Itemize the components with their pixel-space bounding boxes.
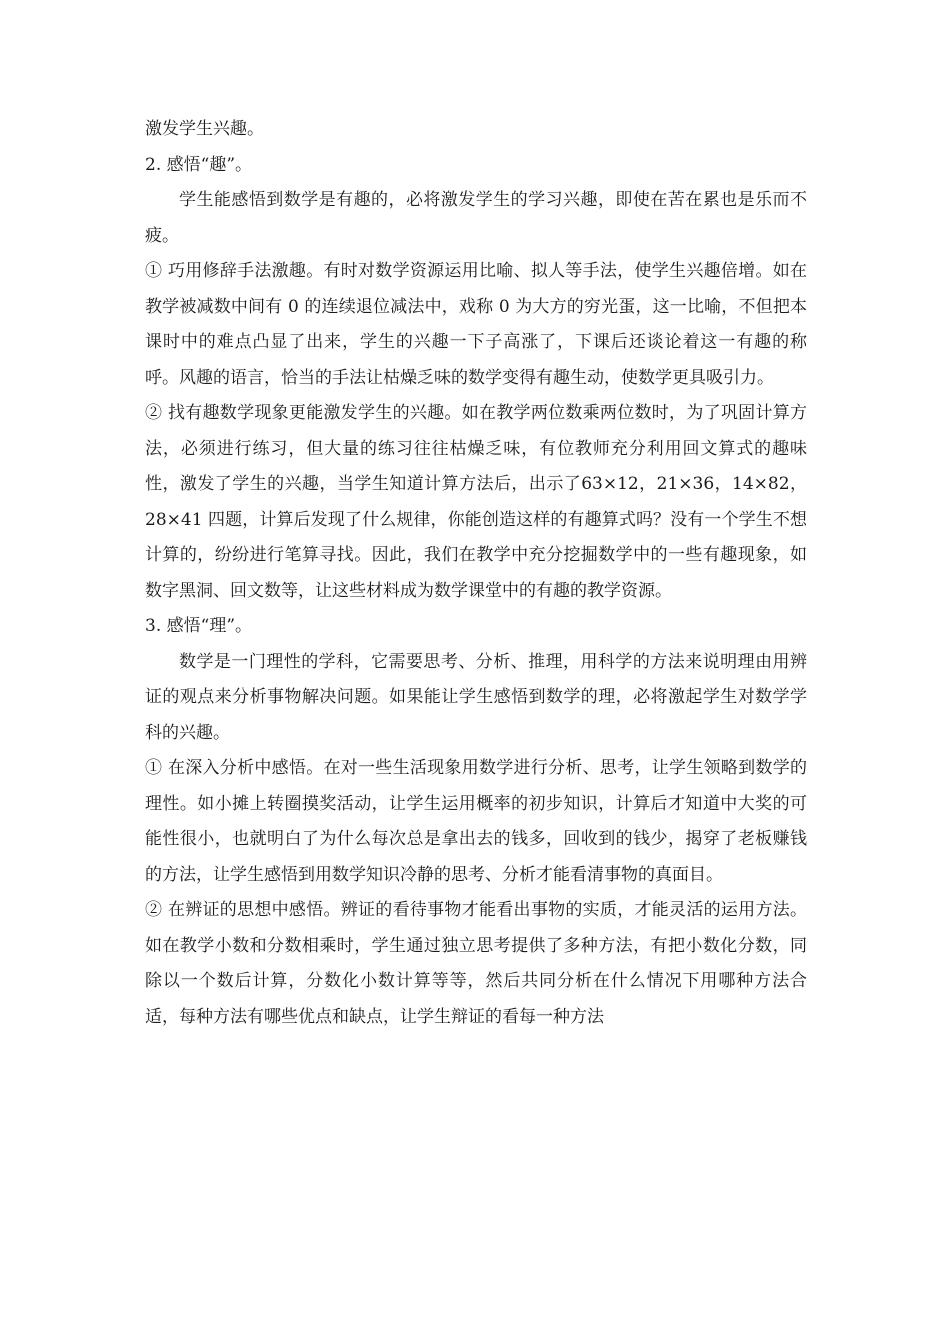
paragraph-li-intro: 数学是一门理性的学科，它需要思考、分析、推理，用科学的方法来说明理由用辨证的观点来分析事物解决问题。如果能让学生感悟到数学的理，必将激起学生对数学学科的兴趣。: [145, 651, 807, 743]
paragraph-qu-point-1: ① 巧用修辞手法激趣。有时对数学资源运用比喻、拟人等手法，使学生兴趣倍增。如在教学被减数中间有 0 的连续退位减法中，戏称 0 为大方的穷光蛋，这一比喻，不但把本课时中的难点凸显了出来，学生的兴趣一下子高涨了，下课后还谈论着这一有趣的称呼。风趣的语言，恰当的手法让枯燥乏味的数学变得有趣生动，使数学更具吸引力。: [145, 261, 807, 388]
paragraph-qu-intro: 学生能感悟到数学是有趣的，必将激发学生的学习兴趣，即使在苦在累也是乐而不疲。: [145, 190, 807, 246]
paragraph-li-point-2: ② 在辨证的思想中感悟。辨证的看待事物才能看出事物的实质，才能灵活的运用方法。如在教学小数和分数相乘时，学生通过独立思考提供了多种方法，有把小数化分数，同除以一个数后计算，分数化小数计算等等，然后共同分析在什么情况下用哪种方法合适，每种方法有哪些优点和缺点，让学生辩证的看每一种方法: [145, 900, 807, 1027]
paragraph-intro-end: 激发学生兴趣。: [145, 119, 264, 139]
section-heading-li: 3. 感悟“理”。: [145, 616, 253, 636]
section-heading-qu: 2. 感悟“趣”。: [145, 154, 253, 175]
paragraph-li-point-1: ① 在深入分析中感悟。在对一些生活现象用数学进行分析、思考，让学生领略到数学的理性。如小摊上转圈摸奖活动，让学生运用概率的初步知识，计算后才知道中大奖的可能性很小，也就明白了为什么每次总是拿出去的钱多，回收到的钱少，揭穿了老板赚钱的方法，让学生感悟到用数学知识冷静的思考、分析才能看清事物的真面目。: [145, 758, 807, 885]
document-body: [145, 112, 807, 1035]
paragraph-qu-point-2: ② 找有趣数学现象更能激发学生的兴趣。如在教学两位数乘两位数时，为了巩固计算方法，必须进行练习，但大量的练习往往枯燥乏味，有位教师充分利用回文算式的趣味性，激发了学生的兴趣，当学生知道计算方法后，出示了63×12，21×36，14×82，28×41 四题，计算后发现了什么规律，你能创造这样的有趣算式吗？没有一个学生不想计算的，纷纷进行笔算寻找。因此，我们在教学中充分挖掘数学中的一些有趣现象，如数字黑洞、回文数等，让这些材料成为数学课堂中的有趣的教学资源。: [145, 403, 807, 601]
